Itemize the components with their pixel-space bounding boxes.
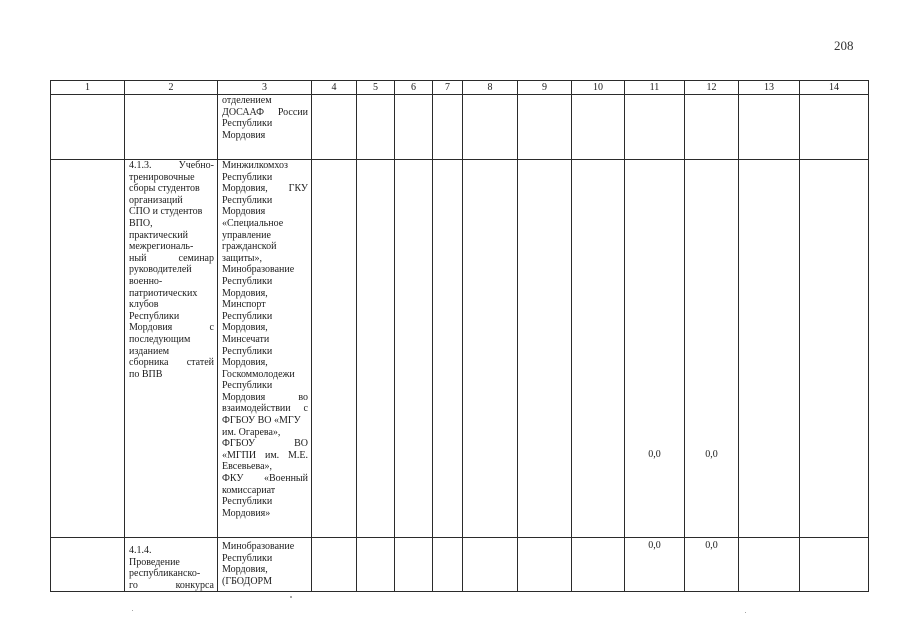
cell-line: Мордовия, ГКУ — [222, 183, 308, 195]
cell-line: взаимодействии с — [222, 403, 308, 415]
cell-line: тренировочные — [129, 171, 195, 183]
header-cell: 8 — [463, 81, 518, 95]
table-cell — [572, 538, 625, 592]
cell-line: Мордовия» — [222, 507, 271, 519]
table-cell — [312, 160, 357, 538]
cell-line: ный семинар — [129, 252, 214, 264]
table-cell — [433, 95, 463, 160]
table-cell — [739, 160, 800, 538]
cell-line: по ВПВ — [129, 368, 163, 380]
table-cell — [433, 538, 463, 592]
table-cell — [395, 538, 433, 592]
header-cell: 4 — [312, 81, 357, 95]
cell-line: Республики — [222, 380, 273, 392]
cell-line: Минобразование — [222, 541, 295, 552]
header-cell: 14 — [800, 81, 869, 95]
table-cell — [685, 160, 739, 538]
table-cell — [463, 160, 518, 538]
cell-line: Минсечати — [222, 333, 270, 345]
cell-line: Мордовия во — [222, 391, 308, 403]
table-cell — [625, 160, 685, 538]
table-cell — [739, 95, 800, 160]
value-col12: 0,0 — [705, 540, 718, 551]
table-cell — [51, 538, 125, 592]
table-cell — [395, 160, 433, 538]
cell-line: ФКУ «Военный — [222, 473, 308, 485]
cell-line: Мордовия, — [222, 322, 268, 334]
header-cell: 3 — [218, 81, 312, 95]
cell-line: изданием — [129, 345, 170, 357]
table-cell — [312, 538, 357, 592]
header-cell: 2 — [125, 81, 218, 95]
cell-line: Мордовия, — [222, 357, 268, 369]
cell-line: управление — [222, 229, 271, 241]
table-cell — [518, 160, 572, 538]
executor-cell — [218, 160, 312, 538]
cell-line: Мордовия с — [129, 322, 214, 334]
scan-speck — [745, 612, 746, 613]
cell-line: 4.1.4. — [129, 545, 152, 556]
cell-line: Минжилкомхоз — [222, 160, 288, 171]
table-cell — [800, 160, 869, 538]
cell-line: Республики — [222, 275, 273, 287]
cell-line: Евсевьева», — [222, 461, 273, 473]
table-cell — [463, 538, 518, 592]
table-cell — [125, 95, 218, 160]
event-cell — [125, 160, 218, 538]
cell-line: ДОСААФ России — [222, 106, 308, 118]
cell-line: Республики — [222, 118, 273, 130]
header-cell: 9 — [518, 81, 572, 95]
cell-line: патриотических — [129, 287, 198, 299]
header-cell: 5 — [357, 81, 395, 95]
cell-line: Республики — [222, 552, 273, 564]
table-cell — [463, 95, 518, 160]
value-col11: 0,0 — [648, 449, 661, 460]
table-cell — [739, 538, 800, 592]
table-cell — [800, 538, 869, 592]
table-row — [51, 95, 869, 160]
cell-line: Минспорт — [222, 299, 266, 311]
table-cell — [395, 95, 433, 160]
table-cell — [357, 95, 395, 160]
cell-line: сборы студентов — [129, 183, 200, 195]
cell-line: Проведение — [129, 556, 180, 568]
table-cell — [625, 95, 685, 160]
cell-line: Республики — [222, 171, 273, 183]
cell-line: практический — [129, 229, 188, 241]
header-row — [51, 81, 869, 95]
cell-line: Мордовия, — [222, 287, 268, 299]
cell-line: «МГПИ им. М.Е. — [222, 449, 308, 461]
cell-line: Республики — [222, 310, 273, 322]
cell-line: защиты», — [222, 252, 263, 264]
cell-line: Мордовия — [222, 129, 266, 141]
cell-line: им. Огарева», — [222, 426, 281, 438]
table-cell — [51, 95, 125, 160]
document-table — [50, 80, 869, 592]
header-cell: 13 — [739, 81, 800, 95]
table-cell — [357, 538, 395, 592]
cell-line: сборника статей — [129, 357, 214, 369]
cell-line: организаций — [129, 194, 183, 206]
header-cell: 12 — [685, 81, 739, 95]
executor-cell — [218, 538, 312, 592]
table-cell — [312, 95, 357, 160]
scan-speck — [290, 596, 292, 598]
event-cell — [125, 538, 218, 592]
table-row — [51, 538, 869, 592]
cell-line: Республики — [222, 194, 273, 206]
cell-line: клубов — [129, 299, 159, 311]
cell-line: Госкоммолодежи — [222, 368, 295, 380]
page-number: 208 — [834, 38, 854, 53]
table-cell — [51, 160, 125, 538]
cell-line: «Специальное — [222, 217, 284, 229]
table-cell — [357, 160, 395, 538]
cell-line: межрегиональ- — [129, 241, 194, 253]
header-cell: 10 — [572, 81, 625, 95]
cell-line: Мордовия, — [222, 564, 268, 576]
scan-speck — [132, 610, 133, 611]
table-cell — [800, 95, 869, 160]
table-cell — [518, 95, 572, 160]
cell-line: военно- — [129, 275, 163, 287]
table-row — [51, 160, 869, 538]
cell-line: Республики — [129, 310, 180, 322]
value-col11: 0,0 — [648, 540, 661, 551]
cell-line: комиссариат — [222, 484, 276, 496]
table-cell — [685, 95, 739, 160]
header-cell: 6 — [395, 81, 433, 95]
cell-line: (ГБОДОРМ — [222, 575, 273, 587]
header-cell: 7 — [433, 81, 463, 95]
table-cell — [625, 538, 685, 592]
cell-line: руководителей — [129, 264, 192, 276]
table-cell — [572, 160, 625, 538]
cell-line: го конкурса — [129, 579, 214, 591]
header-cell: 11 — [625, 81, 685, 95]
cell-line: Республики — [222, 345, 273, 357]
cell-line: отделением — [222, 95, 272, 106]
cell-line: ВПО, — [129, 217, 153, 229]
cell-line: СПО и студентов — [129, 206, 203, 218]
cell-line: республиканско- — [129, 568, 201, 580]
header-cell: 1 — [51, 81, 125, 95]
table-cell — [518, 538, 572, 592]
cell-line: Мордовия — [222, 206, 266, 218]
table-cell — [433, 160, 463, 538]
cell-line: гражданской — [222, 241, 277, 253]
value-col12: 0,0 — [705, 449, 718, 460]
cell-line: ФГБОУ ВО — [222, 438, 308, 450]
cell-line: Минобразование — [222, 264, 295, 276]
table-cell — [572, 95, 625, 160]
cell-line: ФГБОУ ВО «МГУ — [222, 415, 301, 427]
cell-line: последующим — [129, 333, 191, 345]
cell-line: 4.1.3. Учебно- — [129, 160, 214, 171]
executor-cell — [218, 95, 312, 160]
cell-line: Республики — [222, 496, 273, 508]
table-cell — [685, 538, 739, 592]
